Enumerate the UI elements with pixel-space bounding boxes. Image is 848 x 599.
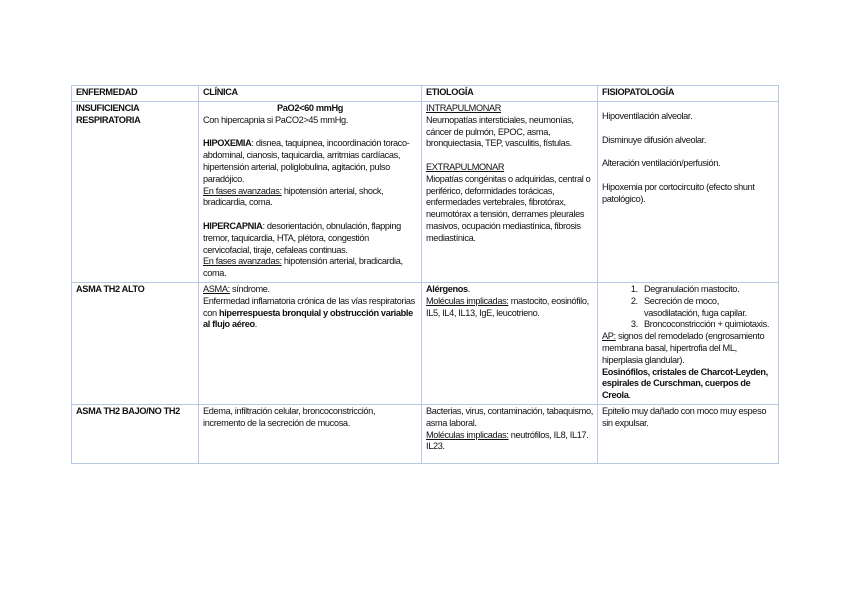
molecules-text: mastocito, eosinófilo, IL5, IL4, IL13, IgE, leucotrieno. [426, 295, 589, 318]
header-clinica: CLÍNICA [199, 86, 422, 102]
molecules-label: Moléculas implicadas: [426, 295, 509, 306]
clinica-cell: Edema, infiltración celular, broncoconstricción, incremento de la secreción de mucosa. [199, 404, 422, 463]
header-fisiopatologia: FISIOPATOLOGÍA [598, 86, 779, 102]
table-row [72, 404, 779, 463]
alergenos-label: Alérgenos [426, 283, 468, 294]
advanced-label: En fases avanzadas: [203, 256, 282, 267]
disease-name: ASMA TH2 ALTO [72, 282, 199, 404]
intrapulmonar-text: Neumopatías intersticiales, neumonías, cáncer de pulmón, EPOC, asma, bronquiectasia, TEP, vasculitis, fístulas. [426, 114, 574, 149]
clinica-cell [199, 102, 422, 283]
etiologia-cell [422, 404, 598, 463]
molecules-line [426, 296, 593, 320]
hipercapnia-paragraph [203, 221, 417, 256]
hipoxemia-text: : disnea, taquipnea, incoordinación toraco-abdominal, cianosis, taquicardia, arritmias cardíacas, hipertensión arterial, poliglobulina, agitación, pulso paradójico. [203, 138, 410, 184]
fisiopatologia-cell [598, 102, 779, 283]
asma-description-text: Enfermedad inflamatoria crónica de las vías respiratorias con [203, 295, 415, 318]
list-item: 1. Degranulación mastocito. [640, 284, 774, 296]
advanced-text: hipotensión arterial, bradicardia, coma. [203, 256, 403, 279]
advanced-phase-1 [203, 186, 417, 210]
pao2-criterion: PaO2<60 mmHg [276, 103, 344, 113]
asma-description [203, 296, 417, 331]
asma-text: síndrome. [229, 283, 270, 294]
fisio-item: Hipoxemia por cortocircuito (efecto shunt patológico). [602, 181, 755, 204]
etiologia-cell [422, 282, 598, 404]
asma-definition [203, 284, 417, 296]
disease-name: INSUFICIENCIA RESPIRATORIA [72, 102, 199, 283]
advanced-text: hipotensión arterial, shock, bradicardia, coma. [203, 185, 384, 208]
asma-description-end: . [254, 319, 257, 330]
hypercapnia-note: Con hipercapnia si PaCO2>45 mmHg. [203, 114, 348, 125]
advanced-label: En fases avanzadas: [203, 185, 282, 196]
ap-text: signos del remodelado (engrosamiento membrana basal, hipertrofia del ML, hiperplasia glandular). [602, 331, 765, 365]
extrapulmonar-text: Miopatías congénitas o adquiridas, central o periférico, deformidades torácicas, enfermedades vertebrales, fibrotórax, neumotórax a tensión, derrames pleurales masivos, ocupación mediastínica, fibrosis mediastínica. [426, 173, 591, 243]
etiologia-text: Bacterias, virus, contaminación, tabaquismo, asma laboral. [426, 405, 593, 428]
findings-line [602, 367, 774, 402]
extrapulmonar-title: EXTRAPULMONAR [426, 161, 505, 172]
clinica-cell [199, 282, 422, 404]
table-row [72, 102, 779, 283]
molecules-text: neutrófilos, IL8, IL17. IL23. [426, 429, 589, 452]
fisio-item: Hipoventilación alveolar. [602, 111, 693, 121]
findings-end: . [628, 390, 631, 401]
list-item: 2. Secreción de moco, vasodilatación, fuga capilar. [640, 296, 774, 320]
hipercapnia-title: HIPERCAPNIA [203, 220, 263, 231]
fisio-item: Alteración ventilación/perfusión. [602, 158, 721, 169]
molecules-label: Moléculas implicadas: [426, 429, 509, 440]
intrapulmonar-title: INTRAPULMONAR [426, 103, 502, 113]
fisiopatologia-cell [598, 282, 779, 404]
disease-name: ASMA TH2 BAJO/NO TH2 [72, 404, 199, 463]
alergenos-end: . [467, 283, 470, 294]
alergenos-line [426, 284, 593, 296]
advanced-phase-2 [203, 256, 417, 280]
fisiopatologia-cell: Epitelio muy dañado con moco muy espeso sin expulsar. [598, 404, 779, 463]
asma-description-bold: hiperrespuesta bronquial y obstrucción variable al flujo aéreo [203, 307, 413, 330]
table-header-row [72, 86, 779, 102]
disease-table [71, 85, 779, 464]
header-enfermedad: ENFERMEDAD [72, 86, 199, 102]
fisio-item: Disminuye difusión alveolar. [602, 134, 707, 145]
table-row [72, 282, 779, 404]
molecules-line [426, 430, 593, 454]
ap-line [602, 331, 774, 366]
hipercapnia-text: : desorientación, obnulación, flapping tremor, taquicardia, HTA, plétora, congestión cervicofacial, tiraje, cefaleas continuas. [203, 220, 401, 255]
ap-label: AP: [602, 331, 616, 342]
asma-label: ASMA: [203, 283, 230, 294]
etiologia-cell [422, 102, 598, 283]
mechanism-steps [602, 284, 774, 331]
list-item: 3. Broncoconstricción + quimiotaxis. [640, 319, 774, 331]
hipoxemia-title: HIPOXEMIA [203, 138, 252, 149]
findings-bold: Eosinófilos, cristales de Charcot-Leyden, espirales de Curschman, cuerpos de Creola [602, 366, 768, 401]
hipoxemia-paragraph [203, 138, 417, 185]
header-etiologia: ETIOLOGÍA [422, 86, 598, 102]
